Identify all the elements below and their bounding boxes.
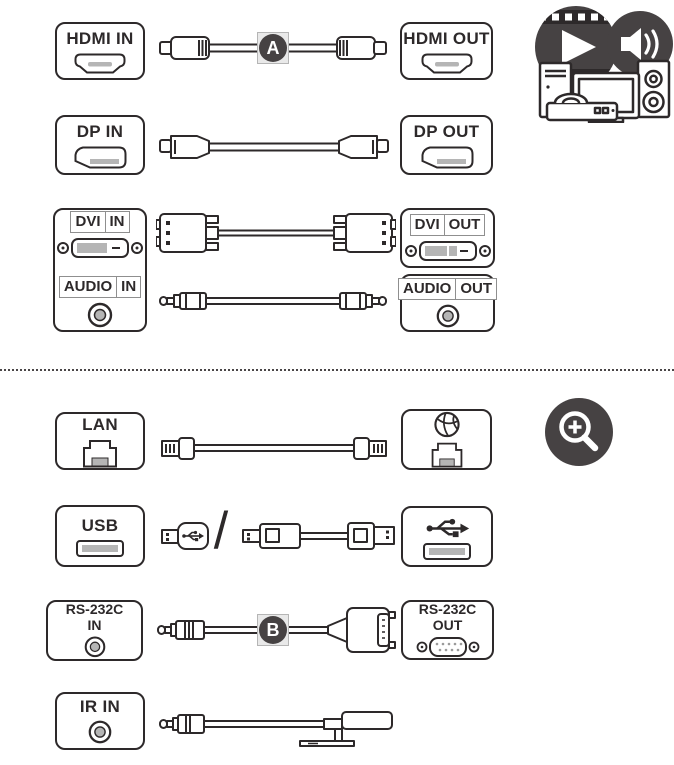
db9-port-icon — [416, 636, 480, 658]
dp-port-icon — [73, 146, 127, 169]
dp-cable — [158, 125, 390, 165]
usb-label: USB — [81, 515, 119, 535]
dvi-out-label — [410, 214, 486, 236]
ir-receiver-stem — [324, 719, 342, 729]
usb-trident-icon — [424, 514, 470, 540]
dp-in-label: DP IN — [76, 121, 124, 141]
dp-port-icon — [420, 146, 474, 169]
lan-out-port-box — [401, 409, 492, 470]
lan-port-box — [55, 412, 145, 470]
lan-label: LAN — [82, 414, 118, 434]
dvi-cable — [156, 206, 396, 260]
lan-cable — [160, 432, 388, 464]
audio-jack-port-icon — [86, 301, 114, 329]
usb-port-box — [55, 505, 145, 567]
rs232c-out-label-line1: RS-232C — [418, 601, 477, 618]
or-separator: / — [213, 502, 229, 560]
ir-in-port-box — [55, 692, 145, 750]
dp-in-port-box — [55, 115, 145, 175]
audio-in-label-right: IN — [116, 277, 140, 297]
cable-badge-a — [257, 32, 289, 64]
usb-extension-cable-icon — [243, 530, 260, 542]
hdmi-port-icon — [74, 53, 126, 74]
ir-in-label: IR IN — [79, 697, 121, 716]
dvi-in-label-left: DVI — [75, 213, 101, 230]
rs232c-out-label — [419, 602, 477, 633]
usb-drive-icon — [162, 530, 178, 543]
rs232c-out-label-line2: OUT — [432, 617, 463, 633]
audio-jack-port-icon — [87, 719, 113, 745]
ir-receiver-head-icon — [342, 712, 392, 729]
hdmi-in-label: HDMI IN — [66, 28, 134, 48]
hdmi-in-port-box — [55, 22, 145, 80]
rs232c-in-label-line1: RS-232C — [65, 601, 124, 617]
rs232c-out-port-box — [401, 600, 494, 660]
usb-port-icon — [423, 543, 471, 560]
rj45-port-icon — [82, 437, 118, 468]
audio-jack-port-icon — [82, 635, 108, 659]
usb-drive-and-cable — [158, 503, 408, 559]
hdmi-out-label: HDMI OUT — [403, 28, 490, 48]
section-divider — [0, 369, 674, 371]
dvi-out-label-left: DVI — [414, 215, 440, 233]
dvi-in-label-right: IN — [105, 212, 129, 232]
dvi-out-port-box — [400, 208, 495, 268]
zoom-in-magnifier-icon — [545, 398, 613, 466]
audio-cable — [158, 286, 388, 316]
audio-out-label-left: AUDIO — [403, 279, 452, 297]
dvi-port-icon — [56, 236, 144, 260]
audio-jack-port-icon — [435, 303, 461, 329]
rs232c-in-label — [66, 602, 124, 633]
network-globe-icon — [433, 411, 461, 438]
cable-badge-b — [257, 614, 289, 646]
audio-out-label-right: OUT — [455, 279, 496, 299]
ir-receiver-cable — [158, 696, 398, 752]
av-source-devices-icon — [533, 5, 673, 123]
badge-b-letter: B — [259, 616, 287, 644]
audio-in-label-left: AUDIO — [63, 278, 113, 295]
dvi-audio-in-port-box — [53, 208, 147, 332]
rs232c-in-label-line2: IN — [87, 616, 102, 633]
dp-out-port-box — [400, 115, 493, 175]
dvi-out-label-right: OUT — [444, 215, 485, 235]
badge-a-letter: A — [259, 34, 287, 62]
hdmi-port-icon — [421, 53, 473, 74]
dp-out-label: DP OUT — [413, 121, 480, 141]
usb-port-icon — [76, 540, 124, 557]
audio-out-label — [398, 278, 497, 300]
audio-out-port-box — [400, 274, 495, 332]
dvi-port-icon — [404, 239, 492, 263]
rj45-port-icon — [430, 440, 464, 468]
rs232c-in-port-box — [46, 600, 143, 661]
audio-in-label — [59, 276, 141, 298]
dvi-in-label — [70, 211, 129, 233]
usb-out-port-box — [401, 506, 493, 567]
hdmi-out-port-box — [400, 22, 493, 80]
